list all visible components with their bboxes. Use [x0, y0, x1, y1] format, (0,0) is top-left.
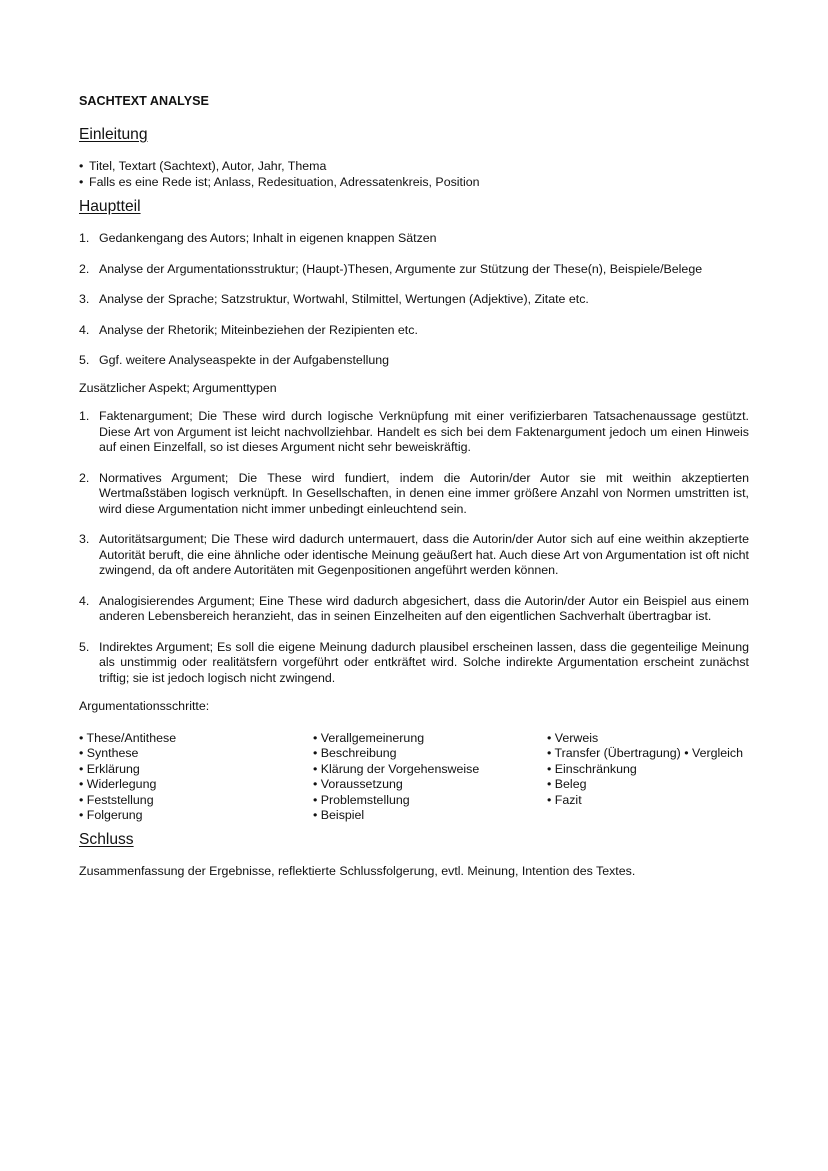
item-number: 5. — [79, 639, 90, 654]
list-item: • Verweis — [547, 730, 599, 745]
item-text: Analyse der Sprache; Satzstruktur, Wortwahl, Stilmittel, Wertungen (Adjektive), Zitate etc. — [99, 292, 589, 306]
list-item — [79, 231, 749, 247]
list-item: • Synthese — [79, 746, 139, 760]
list-item — [79, 640, 749, 687]
list-item: • Fazit — [547, 792, 582, 807]
schritte-column-3 — [547, 731, 749, 824]
item-text: Autoritätsargument; Die These wird dadurch untermauert, dass die Autorin/der Autor sich auf eine weithin akzeptierte Autorität beruft, die eine ähnliche oder identische Meinung geäußert hat. Auch diese Art von Argumentation ist oft nicht zwingend, da oft andere Autoritäten mit Gegenpositionen angeführt werden können. — [99, 532, 749, 577]
argumenttypen-list — [79, 409, 749, 686]
item-number: 3. — [79, 532, 90, 546]
list-item — [79, 532, 749, 579]
list-item: • Verallgemeinerung — [313, 730, 425, 745]
item-number: 1. — [79, 231, 90, 245]
list-item — [79, 594, 749, 625]
list-item: • Beschreibung — [313, 746, 397, 760]
item-number: 4. — [79, 322, 90, 337]
argumenttypen-heading: Zusätzlicher Aspekt; Argumenttypen — [79, 380, 277, 395]
item-number: 2. — [79, 261, 90, 276]
document-page — [79, 94, 749, 879]
list-item: • Widerlegung — [79, 777, 157, 791]
list-item: • Klärung der Vorgehensweise — [313, 761, 480, 776]
item-number: 5. — [79, 353, 90, 367]
list-item: • Folgerung — [79, 808, 143, 822]
item-number: 1. — [79, 409, 90, 423]
item-text: Ggf. weitere Analyseaspekte in der Aufgabenstellung — [99, 353, 389, 367]
item-text: Analogisierendes Argument; Eine These wird dadurch abgesichert, dass die Autorin/der Autor ein Beispiel aus einem anderen Lebensbereich heranzieht, das in seinen Einzelheiten auf den eigentlichen Sachverhalt übertragbar ist. — [99, 593, 749, 623]
item-number: 2. — [79, 470, 90, 485]
list-item — [79, 323, 749, 339]
heading-schluss: Schluss — [79, 830, 134, 848]
item-text: Indirektes Argument; Es soll die eigene Meinung dadurch plausibel erscheinen lassen, dass die gegenteilige Meinung als unstimmig oder realitätsfern vorgeführt oder entkräftet wird. Solche indirekte Argumentation erscheint zunächst triftig; sie ist jedoch logisch nicht zwingend. — [99, 639, 749, 685]
schluss-text: Zusammenfassung der Ergebnisse, reflektierte Schlussfolgerung, evtl. Meinung, Intention des Textes. — [79, 863, 636, 878]
einleitung-list — [79, 159, 749, 190]
list-item — [79, 471, 749, 518]
item-text: Faktenargument; Die These wird durch logische Verknüpfung mit einer verifizierbaren Tatsachenaussage gestützt. Diese Art von Argument ist leicht nachvollziehbar. Handelt es sich bei dem Faktenargument jedoch um einen Hinweis auf einen Einzelfall, so ist dieses Argument nicht sehr beweiskräftig. — [99, 409, 749, 454]
list-item — [79, 262, 749, 278]
item-number: 4. — [79, 593, 90, 608]
list-item: • Problemstellung — [313, 792, 410, 807]
schritte-column-2 — [313, 731, 547, 824]
list-item: • Beleg — [547, 777, 587, 791]
heading-hauptteil: Hauptteil — [79, 198, 141, 215]
list-item: • Voraussetzung — [313, 777, 403, 791]
list-item — [79, 353, 749, 369]
item-number: 3. — [79, 292, 90, 306]
list-item: • These/Antithese — [79, 730, 177, 745]
list-item: • Titel, Textart (Sachtext), Autor, Jahr, Thema — [79, 159, 749, 175]
list-item: • Erklärung — [79, 761, 140, 776]
document-title: SACHTEXT ANALYSE — [79, 94, 209, 108]
hauptteil-list — [79, 231, 749, 369]
list-item: • Feststellung — [79, 792, 154, 807]
argumentationsschritte-heading: Argumentationsschritte: — [79, 699, 210, 713]
item-text: Analyse der Argumentationsstruktur; (Haupt-)Thesen, Argumente zur Stützung der These(n), Beispiele/Belege — [99, 261, 703, 276]
item-text: Gedankengang des Autors; Inhalt in eigenen knappen Sätzen — [99, 231, 437, 245]
heading-einleitung: Einleitung — [79, 126, 148, 143]
argumentationsschritte-columns — [79, 731, 749, 824]
list-item: • Transfer (Übertragung) • Vergleich — [547, 746, 743, 760]
list-item — [79, 409, 749, 456]
list-item: • Falls es eine Rede ist; Anlass, Redesituation, Adressatenkreis, Position — [79, 175, 749, 191]
schritte-column-1 — [79, 731, 313, 824]
list-item: • Einschränkung — [547, 761, 637, 776]
item-text: Normatives Argument; Die These wird fundiert, indem die Autorin/der Autor sie mit weithin akzeptierten Wertmaßstäben logisch verknüpft. In Gesellschaften, in denen eine immer größere Anzahl von Normen umstritten ist, wird diese Argumentation nicht immer unbedingt einleuchtend sein. — [99, 470, 749, 516]
list-item: • Beispiel — [313, 808, 365, 822]
list-item — [79, 292, 749, 308]
item-text: Analyse der Rhetorik; Miteinbeziehen der Rezipienten etc. — [99, 322, 418, 337]
